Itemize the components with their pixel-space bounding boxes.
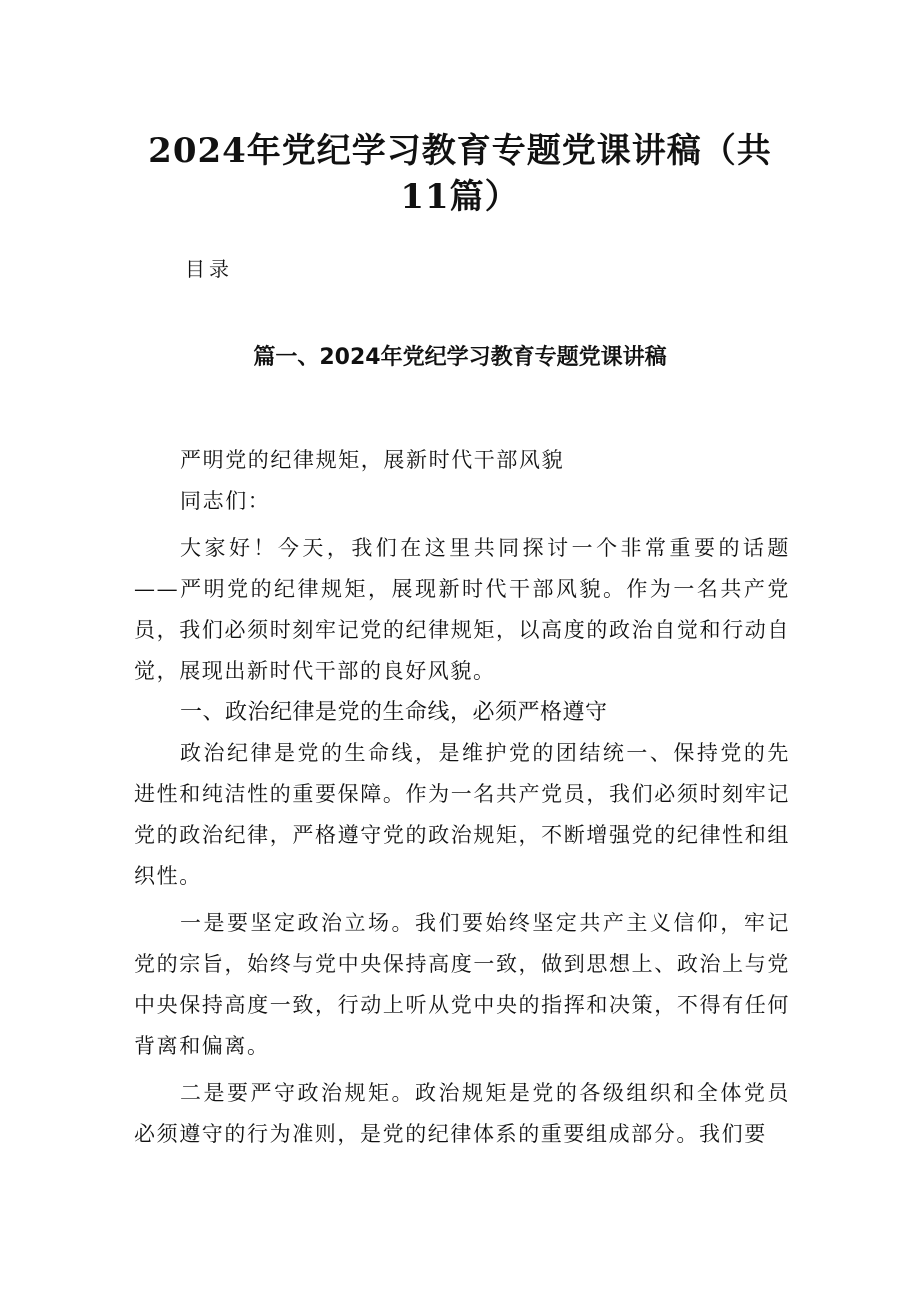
chapter-title: 篇一、2024年党纪学习教育专题党课讲稿 [253, 345, 667, 370]
body-paragraph: 一是要坚定政治立场。我们要始终坚定共产主义信仰，牢记党的宗旨，始终与党中央保持高度一致，做到思想上、政治上与党中央保持高度一致，行动上听从党中央的指挥和决策，不得有任何背离和偏离。 [134, 911, 790, 1058]
table-of-contents-label: 目录 [185, 257, 233, 281]
body-paragraph: 政治纪律是党的生命线，是维护党的团结统一、保持党的先进性和纯洁性的重要保障。作为一名共产党员，我们必须时刻牢记党的政治纪律，严格遵守党的政治规矩，不断增强党的纪律性和组织性。 [134, 741, 790, 888]
section-heading: 一、政治纪律是党的生命线，必须严格遵守 [180, 700, 608, 725]
document-title: 2024年党纪学习教育专题党课讲稿（共11篇） [148, 131, 772, 217]
speech-subtitle: 严明党的纪律规矩，展新时代干部风貌 [180, 448, 565, 472]
intro-paragraph: 大家好！今天，我们在这里共同探讨一个非常重要的话题——严明党的纪律规矩，展现新时代干部风貌。作为一名共产党员，我们必须时刻牢记党的纪律规矩，以高度的政治自觉和行动自觉，展现出新时代干部的良好风貌。 [134, 536, 790, 683]
speech-body [134, 440, 790, 1155]
speech-salutation: 同志们： [180, 489, 271, 513]
body-paragraph: 二是要严守政治规矩。政治规矩是党的各级组织和全体党员必须遵守的行为准则，是党的纪律体系的重要组成部分。我们要 [134, 1081, 790, 1146]
